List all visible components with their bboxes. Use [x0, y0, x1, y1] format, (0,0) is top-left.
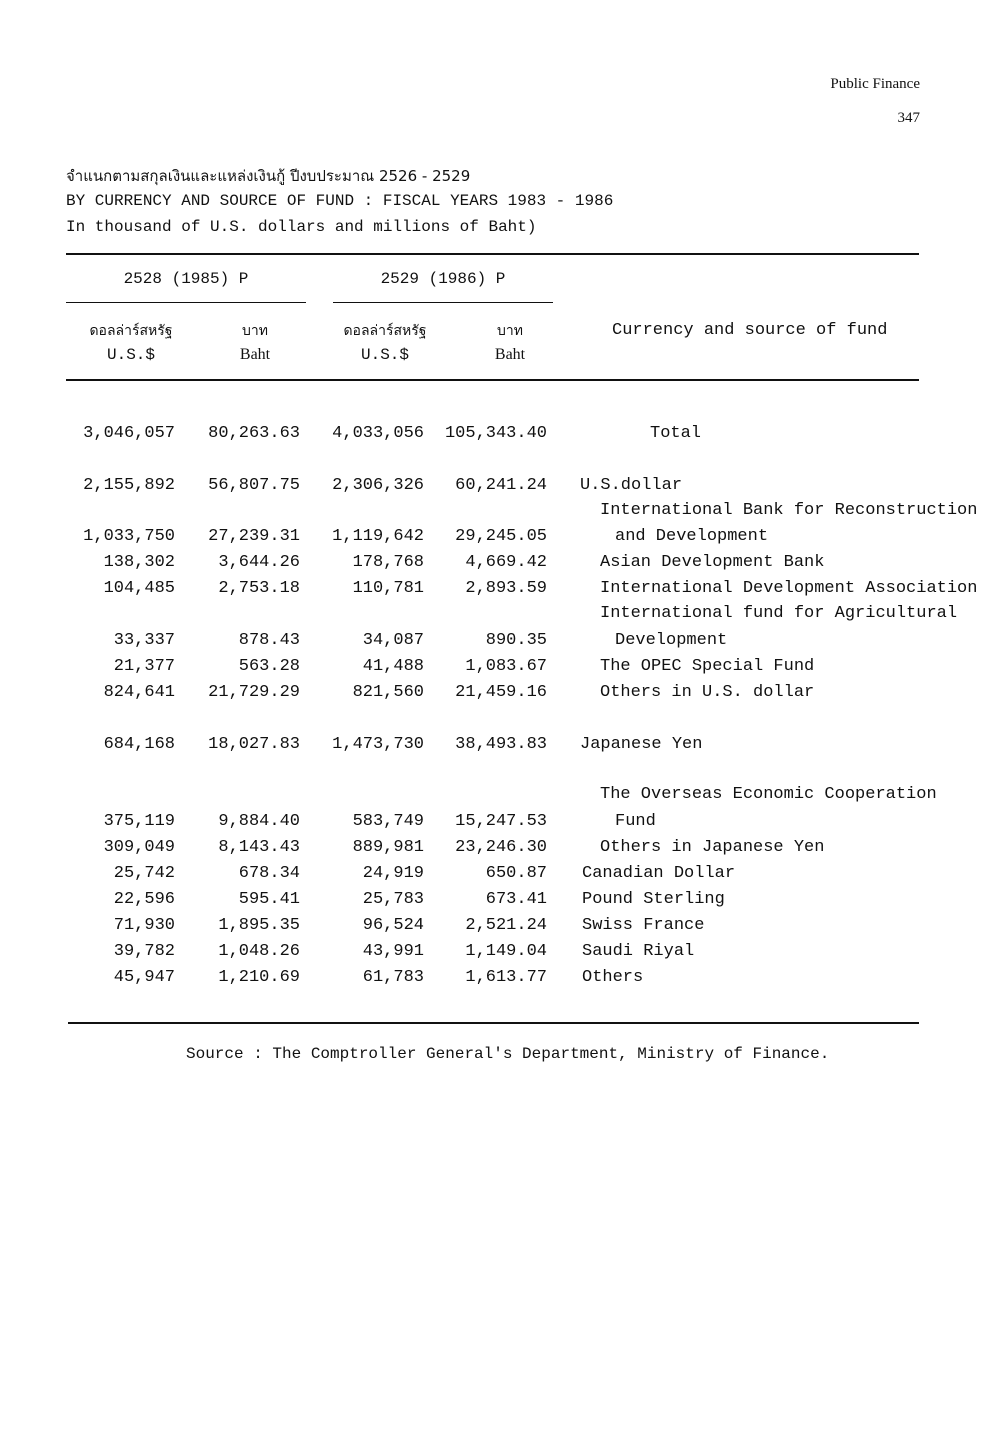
row-label: Fund — [615, 812, 656, 831]
table-cell: 684,168 — [103, 735, 175, 754]
table-cell: 61,783 — [362, 968, 424, 987]
table-cell: 104,485 — [103, 579, 175, 598]
table-cell: 15,247.53 — [455, 812, 547, 831]
table-cell: 80,263.63 — [208, 424, 300, 443]
top-rule — [66, 253, 919, 255]
table-cell: 1,119,642 — [332, 527, 424, 546]
table-cell: 41,488 — [362, 657, 424, 676]
table-cell: 24,919 — [362, 864, 424, 883]
table-cell: 138,302 — [103, 553, 175, 572]
table-cell: 821,560 — [352, 683, 424, 702]
bottom-rule — [68, 1022, 919, 1024]
table-cell: 45,947 — [113, 968, 175, 987]
table-cell: 4,033,056 — [332, 424, 424, 443]
year-header-1985: 2528 (1985) P — [123, 270, 249, 288]
running-header: Public Finance — [830, 76, 920, 92]
table-cell: 3,644.26 — [218, 553, 300, 572]
row-label: Others in U.S. dollar — [600, 683, 815, 702]
table-cell: 4,669.42 — [465, 553, 547, 572]
row-label: Asian Development Bank — [600, 553, 825, 572]
label-column-header: Currency and source of fund — [612, 321, 888, 340]
table-cell: 673.41 — [485, 890, 547, 909]
row-label: and Development — [615, 527, 769, 546]
table-cell: 650.87 — [485, 864, 547, 883]
row-label: International Bank for Reconstruction — [600, 501, 978, 520]
title-english: BY CURRENCY AND SOURCE OF FUND : FISCAL YEARS 1983 - 1986 — [66, 192, 614, 210]
page-number: 347 — [897, 110, 920, 126]
table-cell: 96,524 — [362, 916, 424, 935]
table-cell: 110,781 — [352, 579, 424, 598]
table-cell: 1,895.35 — [218, 916, 300, 935]
row-label: International fund for Agricultural — [600, 604, 958, 623]
table-cell: 60,241.24 — [455, 476, 547, 495]
year-underline-1986 — [333, 302, 553, 303]
table-cell: 583,749 — [352, 812, 424, 831]
table-cell: 678.34 — [238, 864, 300, 883]
table-cell: 71,930 — [113, 916, 175, 935]
table-cell: 595.41 — [238, 890, 300, 909]
col-header-usd-1986: U.S.$ — [360, 346, 409, 364]
table-cell: 375,119 — [103, 812, 175, 831]
row-label: Pound Sterling — [582, 890, 725, 909]
col-header-usd-1985: U.S.$ — [106, 346, 155, 364]
row-label: U.S.dollar — [580, 476, 683, 495]
table-cell: 2,155,892 — [83, 476, 175, 495]
table-cell: 889,981 — [352, 838, 424, 857]
table-cell: 21,459.16 — [455, 683, 547, 702]
table-cell: 23,246.30 — [455, 838, 547, 857]
row-label: International Development Association — [600, 579, 978, 598]
table-cell: 105,343.40 — [444, 424, 547, 443]
table-cell: 18,027.83 — [208, 735, 300, 754]
table-cell: 8,143.43 — [218, 838, 300, 857]
table-cell: 878.43 — [238, 631, 300, 650]
table-cell: 1,083.67 — [465, 657, 547, 676]
table-cell: 890.35 — [485, 631, 547, 650]
table-cell: 2,521.24 — [465, 916, 547, 935]
table-cell: 2,753.18 — [218, 579, 300, 598]
col-header-baht-1985-thai: บาท — [242, 323, 268, 339]
table-cell: 21,729.29 — [208, 683, 300, 702]
row-label: Others — [582, 968, 644, 987]
table-cell: 1,033,750 — [83, 527, 175, 546]
col-header-baht-1986: Baht — [494, 346, 526, 363]
table-cell: 309,049 — [103, 838, 175, 857]
row-label: Japanese Yen — [580, 735, 703, 754]
year-underline-1985 — [66, 302, 306, 303]
table-cell: 1,613.77 — [465, 968, 547, 987]
table-cell: 9,884.40 — [218, 812, 300, 831]
table-cell: 563.28 — [238, 657, 300, 676]
row-label: The Overseas Economic Cooperation — [600, 785, 937, 804]
table-cell: 1,473,730 — [332, 735, 424, 754]
table-cell: 21,377 — [113, 657, 175, 676]
table-cell: 34,087 — [362, 631, 424, 650]
table-cell: 39,782 — [113, 942, 175, 961]
header-bottom-rule — [66, 379, 919, 381]
row-label: Total — [650, 424, 702, 443]
col-header-baht-1985: Baht — [239, 346, 271, 363]
table-cell: 2,306,326 — [332, 476, 424, 495]
year-header-1986: 2529 (1986) P — [380, 270, 506, 288]
row-label: Canadian Dollar — [582, 864, 736, 883]
table-cell: 33,337 — [113, 631, 175, 650]
table-cell: 25,742 — [113, 864, 175, 883]
col-header-usd-1985-thai: ดอลล่าร์สหรัฐ — [89, 323, 173, 339]
table-cell: 22,596 — [113, 890, 175, 909]
table-cell: 1,149.04 — [465, 942, 547, 961]
table-cell: 3,046,057 — [83, 424, 175, 443]
title-thai: จำแนกตามสกุลเงินและแหล่งเงินกู้ ปีงบประมาณ 2526 - 2529 — [66, 167, 471, 185]
col-header-usd-1986-thai: ดอลล่าร์สหรัฐ — [343, 323, 427, 339]
table-cell: 38,493.83 — [455, 735, 547, 754]
table-cell: 56,807.75 — [208, 476, 300, 495]
table-cell: 1,048.26 — [218, 942, 300, 961]
row-label: Swiss France — [582, 916, 705, 935]
row-label: Others in Japanese Yen — [600, 838, 825, 857]
table-cell: 2,893.59 — [465, 579, 547, 598]
table-cell: 25,783 — [362, 890, 424, 909]
row-label: Saudi Riyal — [582, 942, 695, 961]
table-cell: 29,245.05 — [455, 527, 547, 546]
units-note: In thousand of U.S. dollars and millions of Baht) — [66, 218, 537, 236]
table-cell: 1,210.69 — [218, 968, 300, 987]
source-note: Source : The Comptroller General's Department, Ministry of Finance. — [186, 1045, 830, 1063]
table-cell: 27,239.31 — [208, 527, 300, 546]
row-label: Development — [615, 631, 728, 650]
table-cell: 43,991 — [362, 942, 424, 961]
table-cell: 824,641 — [103, 683, 175, 702]
col-header-baht-1986-thai: บาท — [497, 323, 523, 339]
table-cell: 178,768 — [352, 553, 424, 572]
row-label: The OPEC Special Fund — [600, 657, 815, 676]
